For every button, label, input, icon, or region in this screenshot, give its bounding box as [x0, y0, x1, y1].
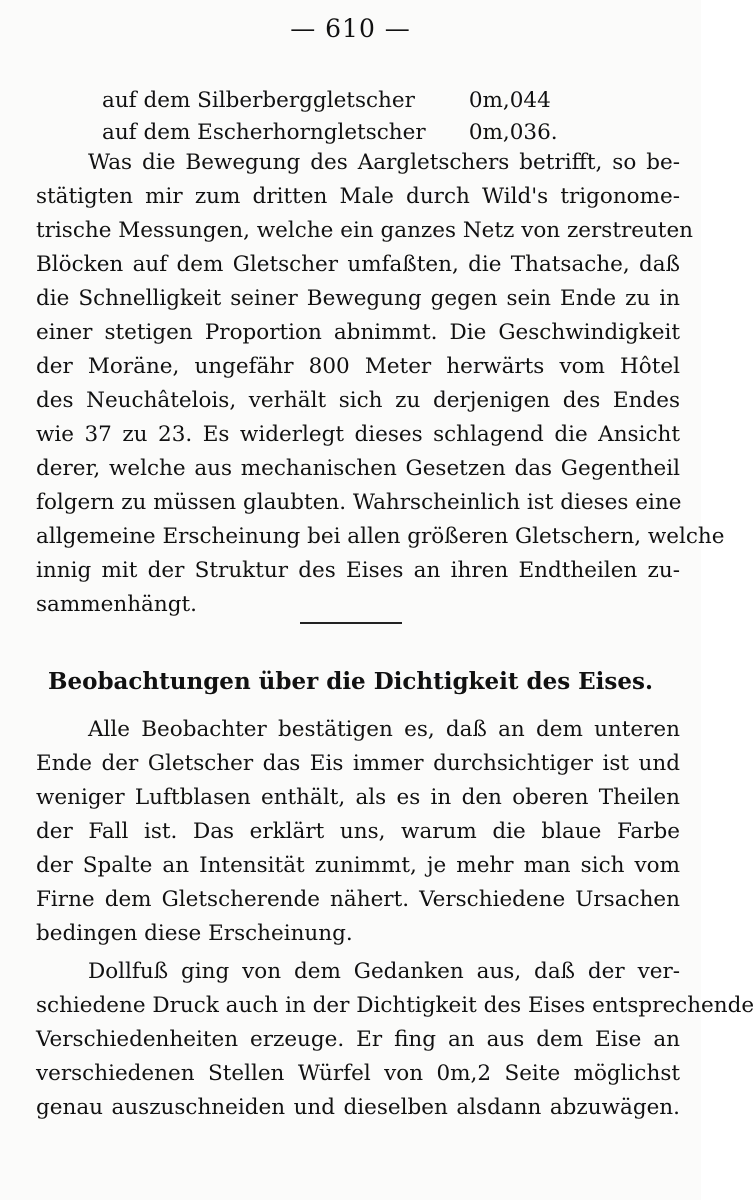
- text-line: Was die Bewegung des Aargletschers betrifft, so be-: [88, 150, 680, 175]
- measurement-label: auf dem Escherhorngletscher: [102, 120, 426, 145]
- text-line: einer stetigen Proportion abnimmt. Die Geschwindigkeit: [36, 320, 680, 345]
- text-line: weniger Luftblasen enthält, als es in den oberen Theilen: [36, 785, 680, 810]
- text-line: der Moräne, ungefähr 800 Meter herwärts vom Hôtel: [36, 354, 680, 379]
- text-line: sammenhängt.: [36, 592, 197, 617]
- measurement-value: 0m,036.: [468, 120, 558, 145]
- text-line: verschiedenen Stellen Würfel von 0m,2 Seite möglichst: [36, 1061, 680, 1086]
- section-heading: Beobachtungen über die Dichtigkeit des Eises.: [48, 668, 653, 695]
- measurement-row: [102, 116, 558, 150]
- text-line: Blöcken auf dem Gletscher umfaßten, die Thatsache, daß: [36, 252, 680, 277]
- text-line: schiedene Druck auch in der Dichtigkeit des Eises entsprechende: [36, 993, 754, 1018]
- text-line: derer, welche aus mechanischen Gesetzen das Gegentheil: [36, 456, 680, 481]
- page-number-header: — 610 —: [290, 14, 411, 43]
- text-line: genau auszuschneiden und dieselben alsdann abzuwägen.: [36, 1095, 680, 1120]
- measurement-label: auf dem Silberberggletscher: [102, 88, 415, 113]
- text-line: Verschiedenheiten erzeuge. Er fing an aus dem Eise an: [36, 1027, 680, 1052]
- text-line: trische Messungen, welche ein ganzes Netz von zerstreuten: [36, 218, 694, 243]
- text-line: folgern zu müssen glaubten. Wahrscheinlich ist dieses eine: [36, 490, 682, 515]
- text-line: bedingen diese Erscheinung.: [36, 921, 353, 946]
- text-line: die Schnelligkeit seiner Bewegung gegen sein Ende zu in: [36, 286, 680, 311]
- text-line: der Fall ist. Das erklärt uns, warum die blaue Farbe: [36, 819, 680, 844]
- measurement-row: [102, 84, 551, 118]
- text-line: Ende der Gletscher das Eis immer durchsichtiger ist und: [36, 751, 680, 776]
- text-line: des Neuchâtelois, verhält sich zu derjenigen des Endes: [36, 388, 680, 413]
- text-line: Firne dem Gletscherende nähert. Verschiedene Ursachen: [36, 887, 680, 912]
- text-line: wie 37 zu 23. Es widerlegt dieses schlagend die Ansicht: [36, 422, 680, 447]
- text-line: der Spalte an Intensität zunimmt, je mehr man sich vom: [36, 853, 680, 878]
- text-line: innig mit der Struktur des Eises an ihren Endtheilen zu-: [36, 558, 680, 583]
- measurement-value: 0m,044: [468, 88, 551, 113]
- text-line: allgemeine Erscheinung bei allen größeren Gletschern, welche: [36, 524, 725, 549]
- text-line: Dollfuß ging von dem Gedanken aus, daß der ver-: [88, 959, 680, 984]
- text-line: stätigten mir zum dritten Male durch Wild's trigonome-: [36, 184, 680, 209]
- section-divider: [300, 622, 402, 624]
- text-line: Alle Beobachter bestätigen es, daß an dem unteren: [88, 717, 680, 742]
